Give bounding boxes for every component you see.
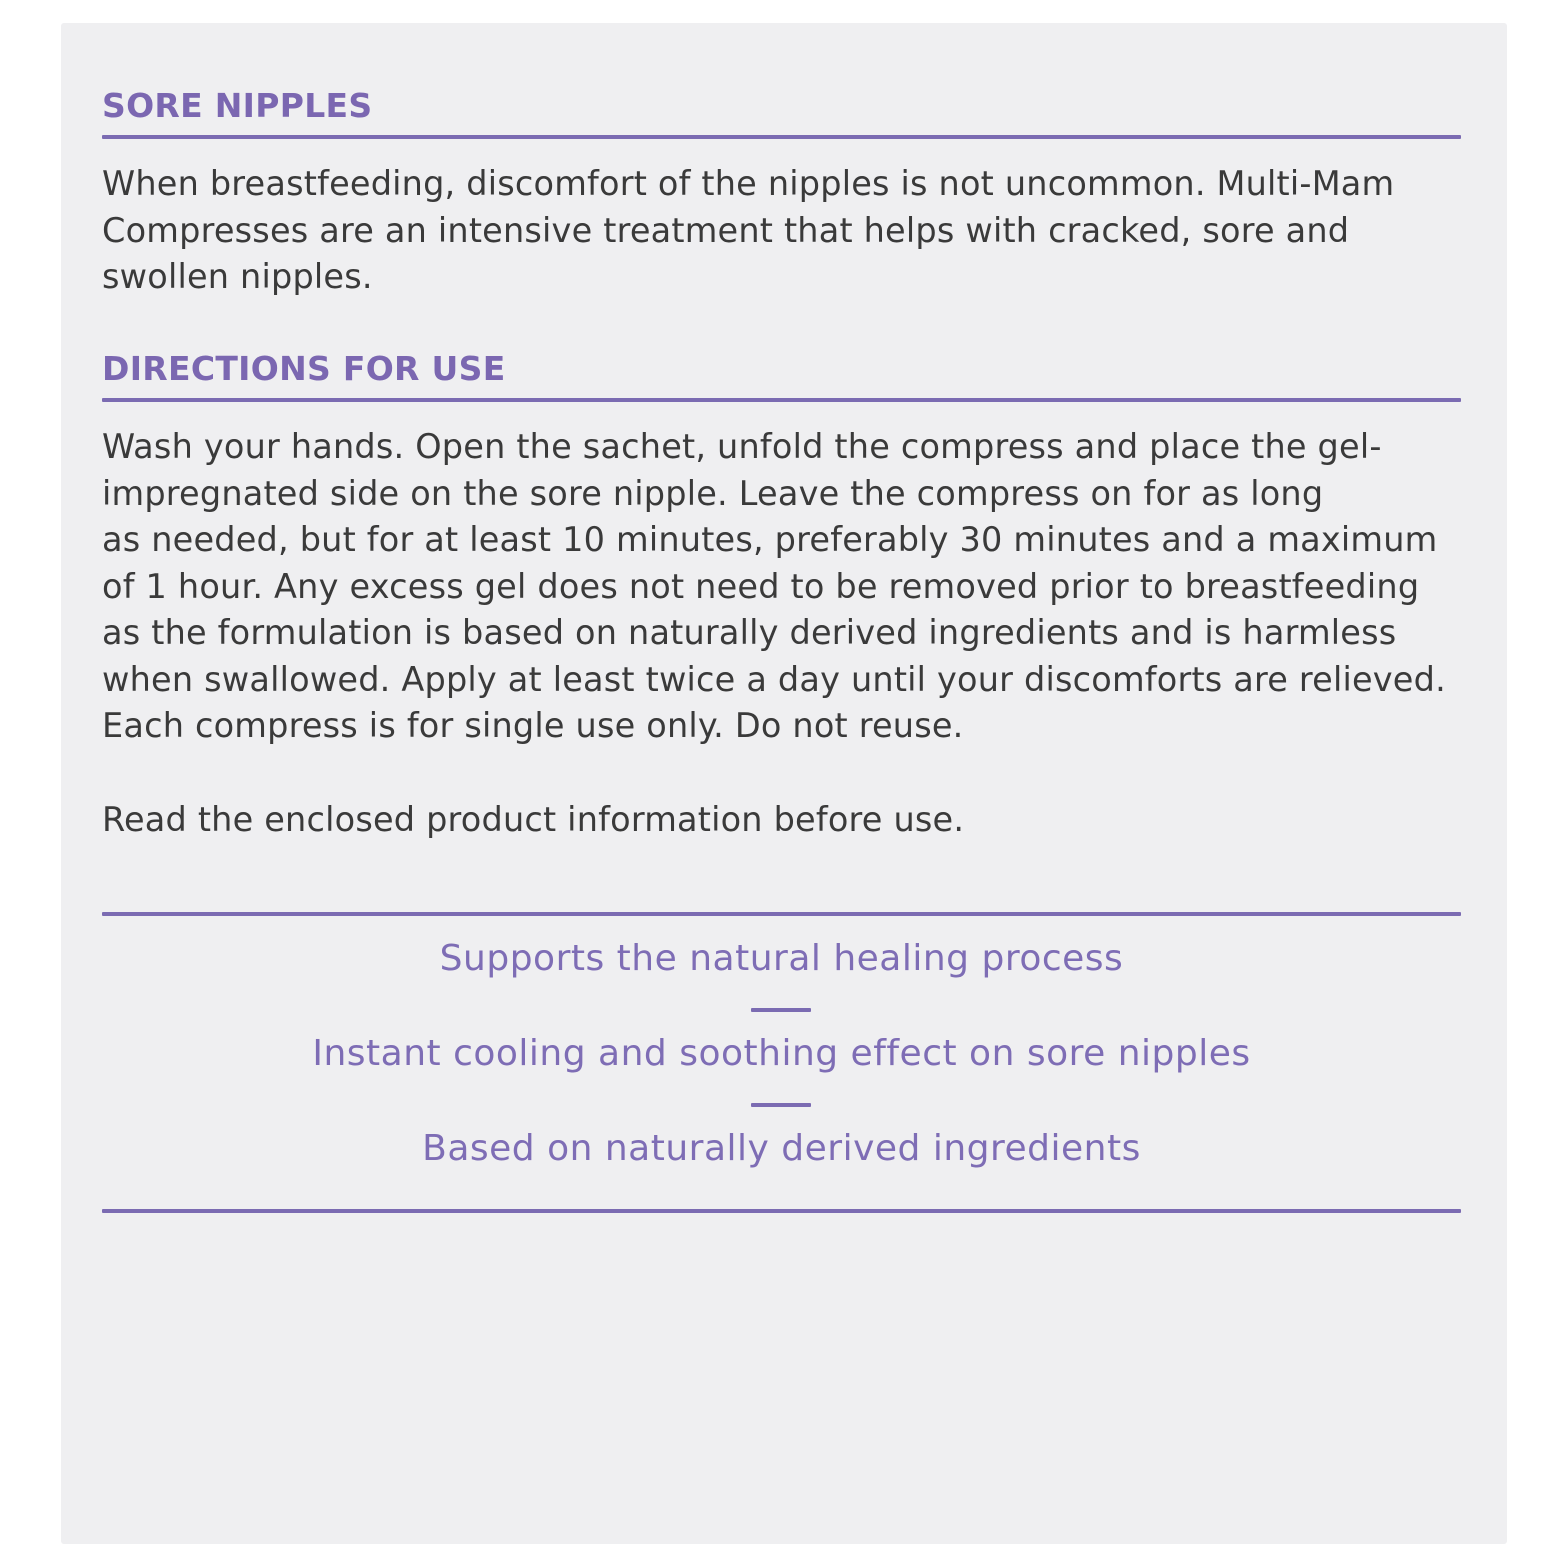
claim-ingredients: Based on naturally derived ingredients xyxy=(422,1128,1141,1169)
claim-separator xyxy=(751,1008,811,1012)
read-info-note: Read the enclosed product information before use. xyxy=(102,800,965,839)
directions-text xyxy=(102,424,1464,750)
sore-nipples-heading: SORE NIPPLES xyxy=(102,86,373,125)
directions-line: Each compress is for single use only. Do not reuse. xyxy=(102,706,964,745)
claim-cooling: Instant cooling and soothing effect on sore nipples xyxy=(312,1033,1251,1074)
directions-line: as the formulation is based on naturally derived ingredients and is harmless xyxy=(102,613,1397,652)
claims-bottom-rule xyxy=(102,1209,1461,1213)
directions-line: Wash your hands. Open the sachet, unfold the compress and place the gel- xyxy=(102,427,1382,466)
claim-healing: Supports the natural healing process xyxy=(439,938,1124,979)
directions-heading: DIRECTIONS FOR USE xyxy=(102,349,506,388)
sore-nipples-line: When breastfeeding, discomfort of the nipples is not uncommon. Multi-Mam xyxy=(102,164,1395,203)
claims-top-rule xyxy=(102,912,1461,916)
directions-line: when swallowed. Apply at least twice a day until your discomforts are relieved. xyxy=(102,659,1446,699)
sore-nipples-text xyxy=(102,161,1464,301)
directions-line: impregnated side on the sore nipple. Leave the compress on for as long xyxy=(102,473,1324,513)
claim-separator xyxy=(751,1103,811,1107)
sore-nipples-line: swollen nipples. xyxy=(102,257,373,296)
directions-rule xyxy=(102,398,1461,402)
directions-line: as needed, but for at least 10 minutes, preferably 30 minutes and a maximum xyxy=(102,520,1438,559)
sore-nipples-line: Compresses are an intensive treatment that helps with cracked, sore and xyxy=(102,210,1350,250)
directions-line: of 1 hour. Any excess gel does not need to be removed prior to breastfeeding xyxy=(102,566,1420,606)
sore-nipples-rule xyxy=(102,135,1461,139)
